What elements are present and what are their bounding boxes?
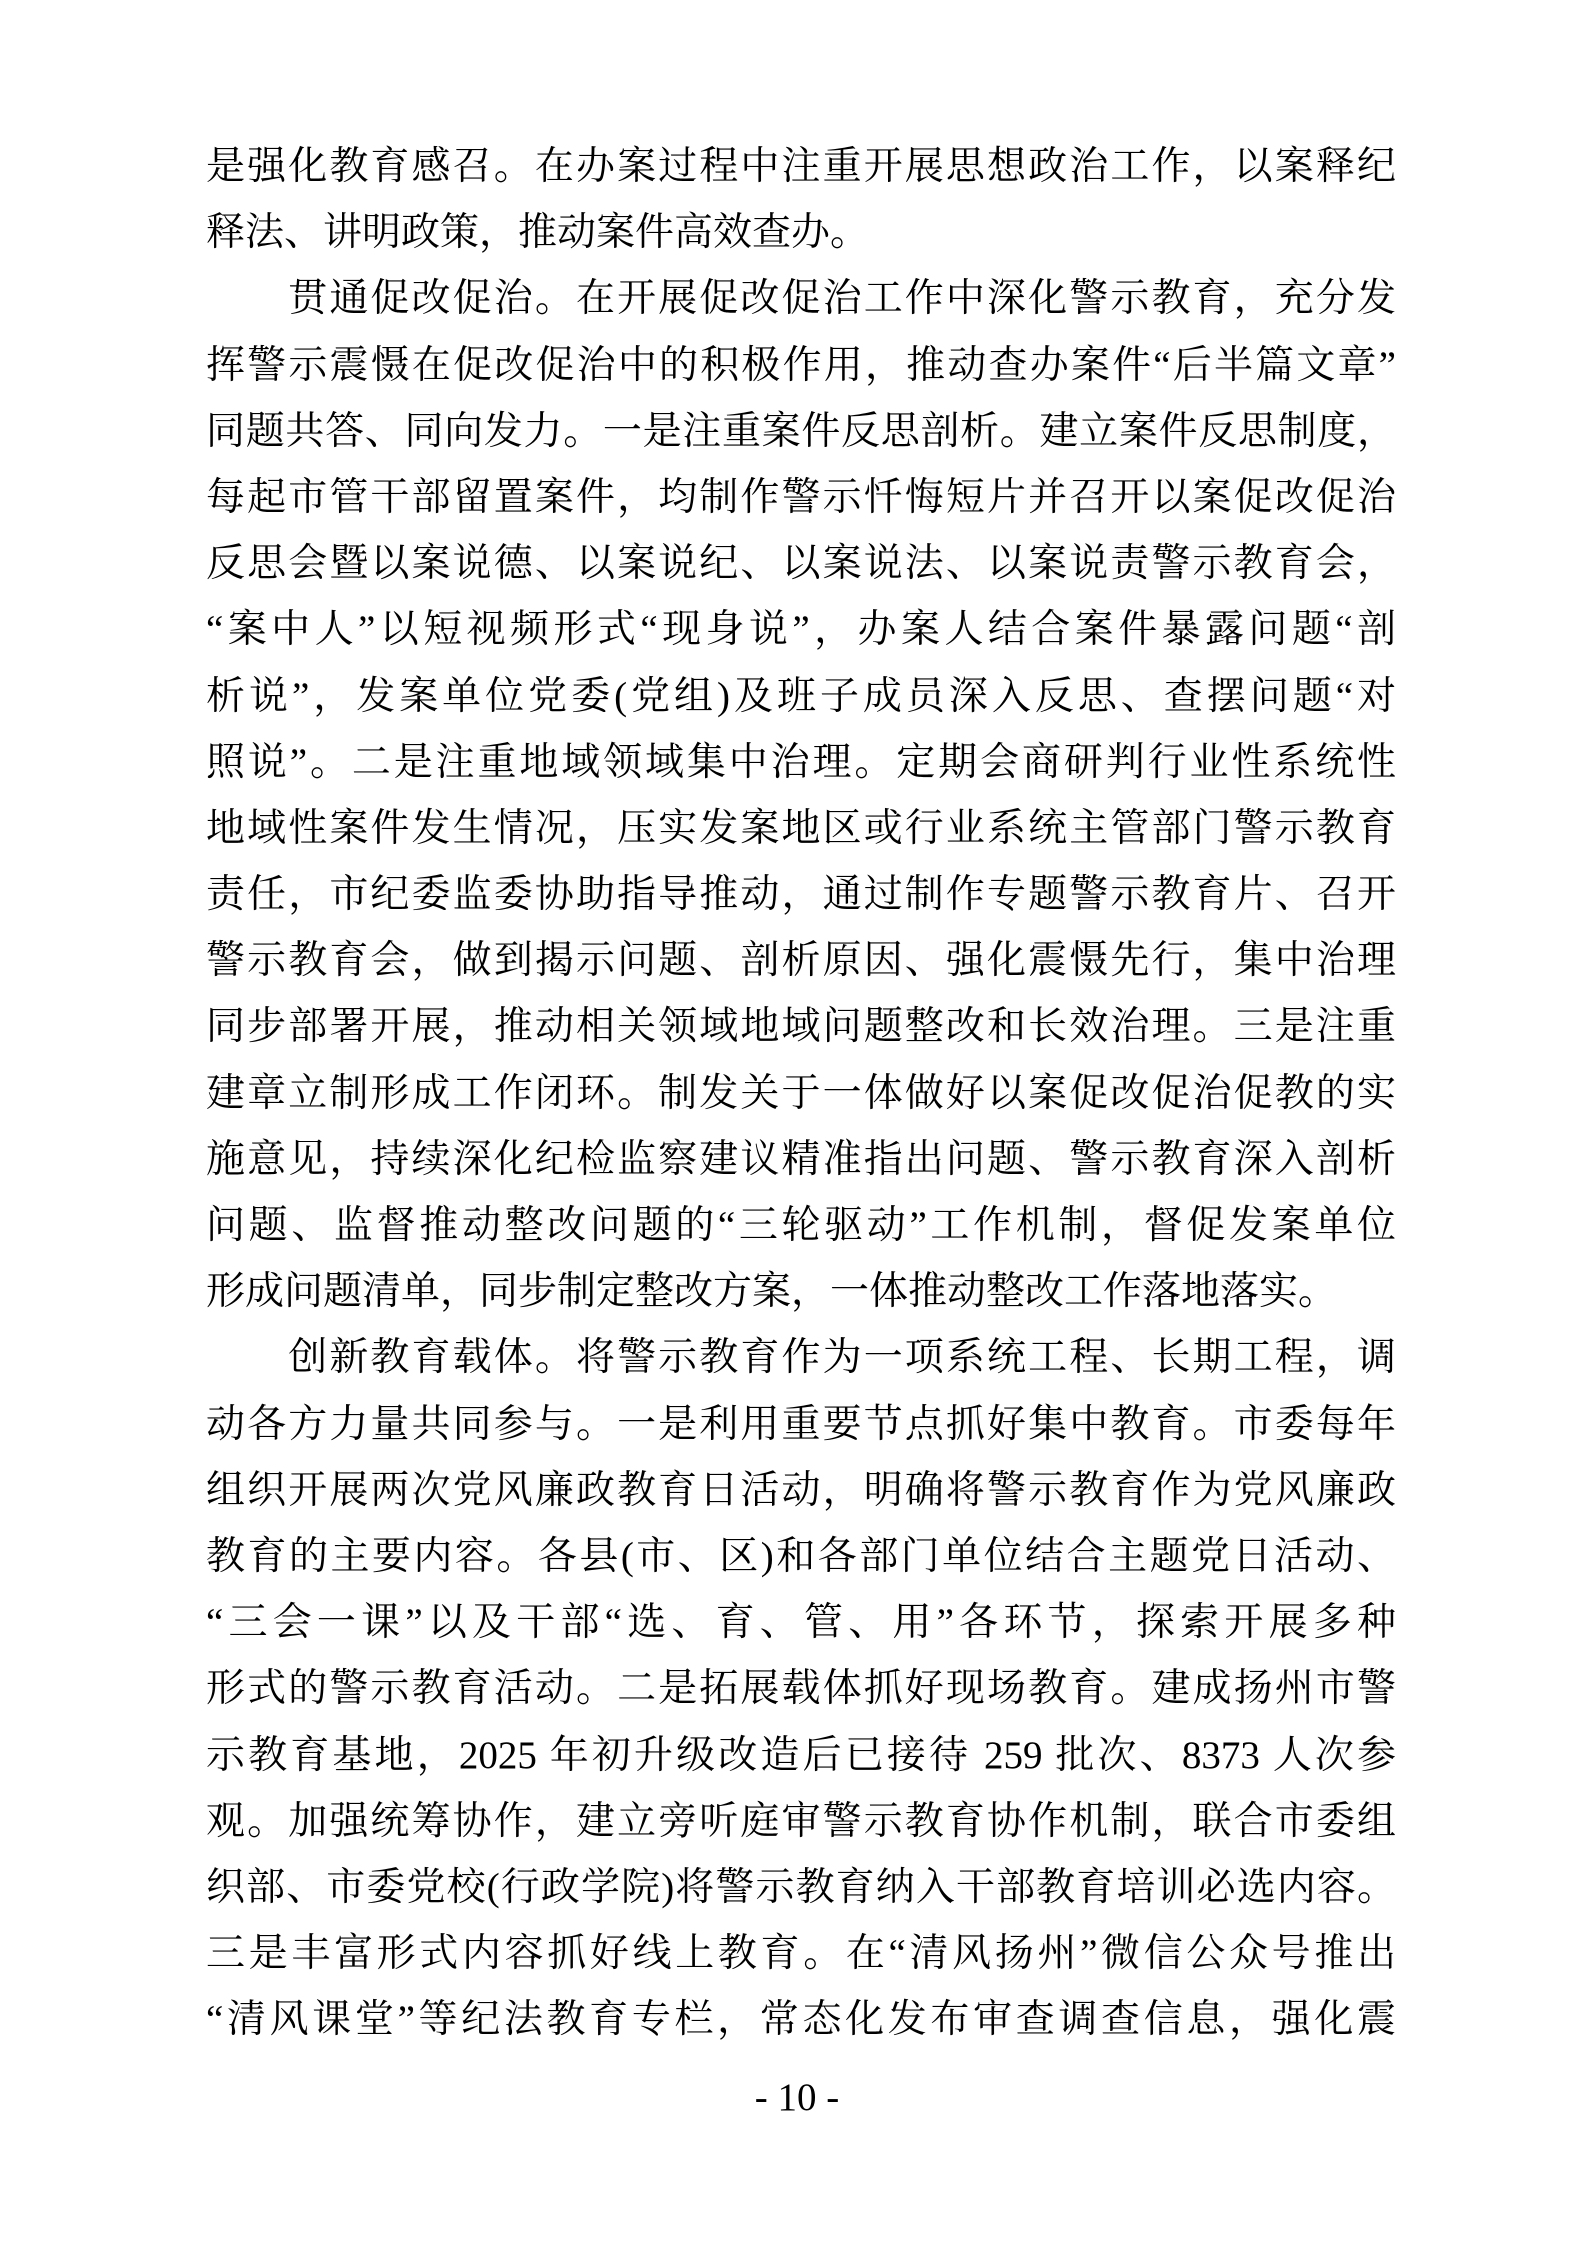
text-line: 组织开展两次党风廉政教育日活动，明确将警示教育作为党风廉政 [206, 1468, 1396, 1512]
text-line: 贯通促改促治。在开展促改促治工作中深化警示教育，充分发 [206, 277, 1396, 321]
text-line: 照说”。二是注重地域领域集中治理。定期会商研判行业性系统性 [206, 740, 1396, 784]
text-line: 是强化教育感召。在办案过程中注重开展思想政治工作，以案释纪 [206, 145, 1396, 188]
text-line: 问题、监督推动整改问题的“三轮驱动”工作机制，督促发案单位 [206, 1204, 1396, 1247]
text-line: 动各方力量共同参与。一是利用重要节点抓好集中教育。市委每年 [206, 1402, 1396, 1446]
text-line: 形成问题清单，同步制定整改方案，一体推动整改工作落地落实。 [206, 1270, 1338, 1314]
text-line: 反思会暨以案说德、以案说纪、以案说法、以案说责警示教育会， [206, 542, 1396, 586]
text-line: “案中人”以短视频形式“现身说”，办案人结合案件暴露问题“剖 [206, 608, 1396, 652]
text-line: 地域性案件发生情况，压实发案地区或行业系统主管部门警示教育 [206, 806, 1396, 850]
text-line: 观。加强统筹协作，建立旁听庭审警示教育协作机制，联合市委组 [206, 1799, 1396, 1843]
text-line: 三是丰富形式内容抓好线上教育。在“清风扬州”微信公众号推出 [206, 1932, 1396, 1976]
text-line: 创新教育载体。将警示教育作为一项系统工程、长期工程，调 [206, 1336, 1396, 1380]
text-line: 释法、讲明政策，推动案件高效查办。 [206, 211, 870, 255]
text-line: 析说”，发案单位党委(党组)及班子成员深入反思、查摆问题“对 [206, 674, 1396, 718]
text-line: 同题共答、同向发力。一是注重案件反思剖析。建立案件反思制度， [206, 409, 1396, 453]
text-line: “三会一课”以及干部“选、育、管、用”各环节，探索开展多种 [206, 1601, 1396, 1645]
text-line: “清风课堂”等纪法教育专栏，常态化发布审查调查信息，强化震 [206, 1998, 1396, 2042]
document-body [206, 134, 1396, 2053]
text-line: 形式的警示教育活动。二是拓展载体抓好现场教育。建成扬州市警 [206, 1667, 1396, 1711]
text-line: 同步部署开展，推动相关领域地域问题整改和长效治理。三是注重 [206, 1005, 1396, 1049]
text-line: 警示教育会，做到揭示问题、剖析原因、强化震慑先行，集中治理 [206, 939, 1396, 983]
text-line: 示教育基地，2025 年初升级改造后已接待 259 批次、8373 人次参 [206, 1733, 1396, 1777]
page-number: - 10 - [754, 2076, 840, 2119]
text-line: 挥警示震慑在促改促治中的积极作用，推动查办案件“后半篇文章” [206, 343, 1396, 387]
text-line: 施意见，持续深化纪检监察建议精准指出问题、警示教育深入剖析 [206, 1137, 1396, 1181]
text-line: 责任，市纪委监委协助指导推动，通过制作专题警示教育片、召开 [206, 873, 1396, 917]
text-line: 织部、市委党校(行政学院)将警示教育纳入干部教育培训必选内容。 [206, 1865, 1396, 1909]
text-line: 建章立制形成工作闭环。制发关于一体做好以案促改促治促教的实 [206, 1071, 1396, 1115]
text-line: 每起市管干部留置案件，均制作警示忏悔短片并召开以案促改促治 [206, 475, 1396, 519]
text-line: 教育的主要内容。各县(市、区)和各部门单位结合主题党日活动、 [206, 1534, 1396, 1578]
